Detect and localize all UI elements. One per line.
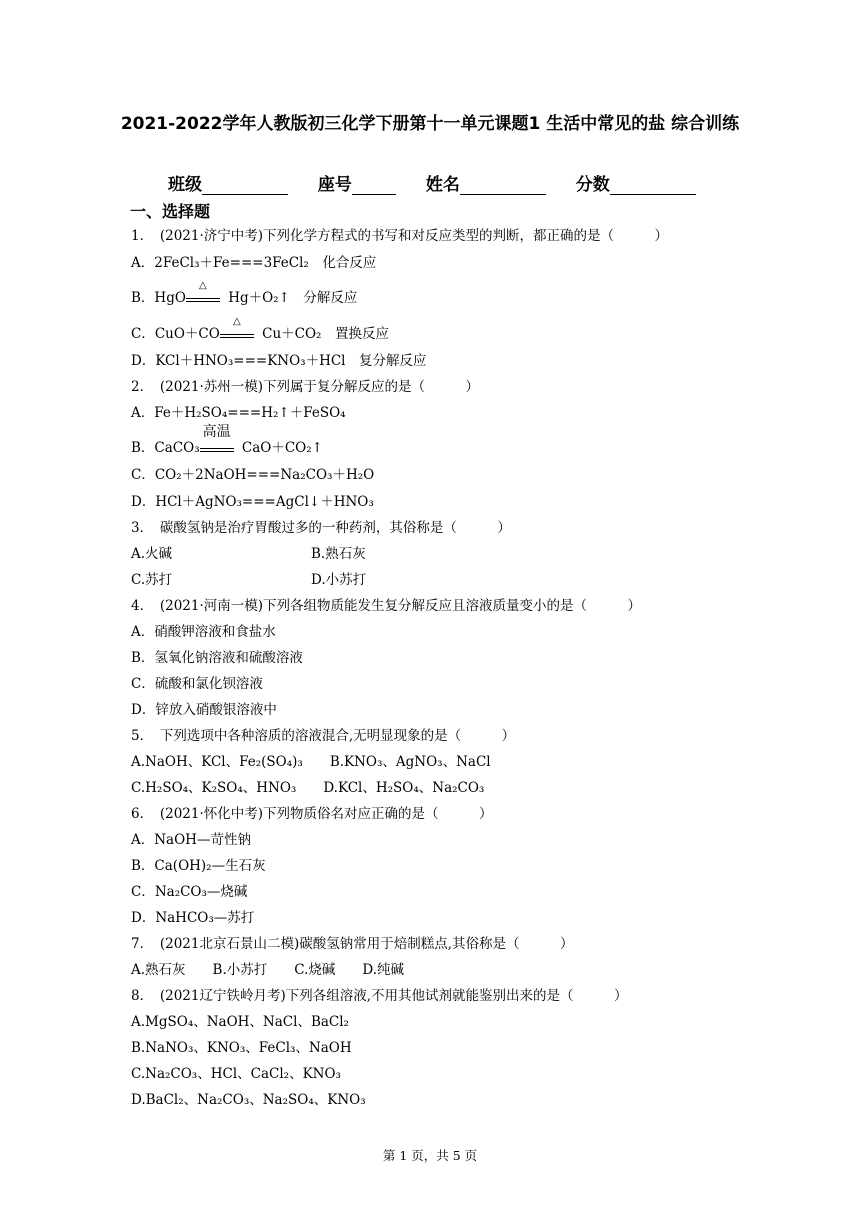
document-title: 2021-2022学年人教版初三化学下册第十一单元课题1 生活中常见的盐 综合训练 [120,114,740,134]
question-3-row-2 [131,570,367,590]
question-1-stem: 1． (2021·济宁中考)下列化学方程式的书写和对反应类型的判断，都正确的是（ ） [131,228,669,244]
question-2-stem: 2． (2021·苏州一模)下列属于复分解反应的是（ ） [131,379,480,395]
question-5-stem: 5． 下列选项中各种溶质的溶液混合,无明显现象的是（ ） [131,728,516,744]
option-c: C.苏打 [131,572,173,588]
question-8-stem: 8． (2021辽宁铁岭月考)下列各组溶液,不用其他试剂就能鉴别出来的是（ ） [131,988,628,1004]
question-2-option-b [131,424,323,458]
question-3-stem: 3． 碳酸氢钠是治疗胃酸过多的一种药剂，其俗称是（ ） [131,520,511,536]
option-c-reactant: C．CuO＋CO [131,326,220,342]
option-b: B.熟石灰 [311,546,366,562]
question-1-option-a: A．2FeCl₃＋Fe===3FeCl₂ 化合反应 [131,255,377,271]
question-7-options: A.熟石灰 B.小苏打 C.烧碱 D.纯碱 [131,962,405,978]
reaction-arrow [186,298,220,302]
name-field [426,170,546,195]
seat-field [318,170,396,195]
question-3-row-1 [131,544,366,564]
question-8-option-b: B.NaNO₃、KNO₃、FeCl₃、NaOH [131,1040,352,1056]
question-2-option-c: C．CO₂＋2NaOH===Na₂CO₃＋H₂O [131,467,375,483]
question-2-option-a: A．Fe＋H₂SO₄===H₂↑＋FeSO₄ [131,405,346,421]
question-1-option-b [131,280,358,308]
question-8-option-a: A.MgSO₄、NaOH、NaCl、BaCl₂ [131,1014,349,1030]
name-blank [460,176,546,195]
class-field [168,170,288,195]
question-1-option-d: D．KCl＋HNO₃===KNO₃＋HCl 复分解反应 [131,353,427,369]
question-2-option-d: D．HCl＋AgNO₃===AgCl↓＋HNO₃ [131,494,374,510]
option-d: D.小苏打 [311,572,367,588]
reaction-condition-high-temp [200,424,234,452]
score-field [576,170,696,195]
question-6-option-d: D．NaHCO₃—苏打 [131,910,255,926]
option-b-product: Hg＋O₂↑ 分解反应 [223,290,358,306]
student-info-row [168,170,720,195]
page-footer: 第 1 页，共 5 页 [382,1148,478,1163]
reaction-condition-heat [220,316,254,338]
question-4-option-a: A．硝酸钾溶液和食盐水 [131,624,276,640]
question-4-option-c: C．硫酸和氯化钡溶液 [131,676,263,692]
high-temp-label: 高温 [202,424,231,440]
question-8-option-c: C.Na₂CO₃、HCl、CaCl₂、KNO₃ [131,1066,341,1082]
score-label: 分数 [575,175,610,195]
question-6-option-c: C．Na₂CO₃—烧碱 [131,884,248,900]
question-5-row-1: A.NaOH、KCl、Fe₂(SO₄)₃ B.KNO₃、AgNO₃、NaCl [131,754,491,770]
question-4-option-b: B．氢氧化钠溶液和硫酸溶液 [131,650,303,666]
score-blank [610,176,696,195]
seat-blank [352,176,396,195]
heat-symbol: △ [199,280,207,291]
class-label: 班级 [168,175,202,195]
option-b-product: CaO＋CO₂↑ [237,440,323,456]
option-b-reactant: B．CaCO₃ [131,440,200,456]
question-4-stem: 4． (2021·河南一模)下列各组物质能发生复分解反应且溶液质量变小的是（ ） [131,598,642,614]
option-c-product: Cu＋CO₂ 置换反应 [257,326,389,342]
option-a: A.火碱 [131,546,173,562]
reaction-arrow [200,448,234,452]
seat-label: 座号 [317,175,352,195]
option-b-reactant: B．HgO [131,290,186,306]
question-6-option-a: A．NaOH—苛性钠 [131,832,251,848]
reaction-condition-heat [186,280,220,302]
question-8-option-d: D.BaCl₂、Na₂CO₃、Na₂SO₄、KNO₃ [131,1092,366,1108]
reaction-arrow [220,334,254,338]
name-label: 姓名 [425,175,460,195]
question-6-option-b: B．Ca(OH)₂—生石灰 [131,858,266,874]
heat-symbol: △ [232,316,241,327]
question-4-option-d: D．锌放入硝酸银溶液中 [131,702,277,718]
question-6-stem: 6． (2021·怀化中考)下列物质俗名对应正确的是（ ） [131,806,493,822]
class-blank [202,176,288,195]
question-7-stem: 7． (2021北京石景山二模)碳酸氢钠常用于焙制糕点,其俗称是（ ） [131,936,574,952]
question-1-option-c [131,316,389,344]
question-5-row-2: C.H₂SO₄、K₂SO₄、HNO₃ D.KCl、H₂SO₄、Na₂CO₃ [131,780,485,796]
section-title: 一、选择题 [130,202,211,221]
